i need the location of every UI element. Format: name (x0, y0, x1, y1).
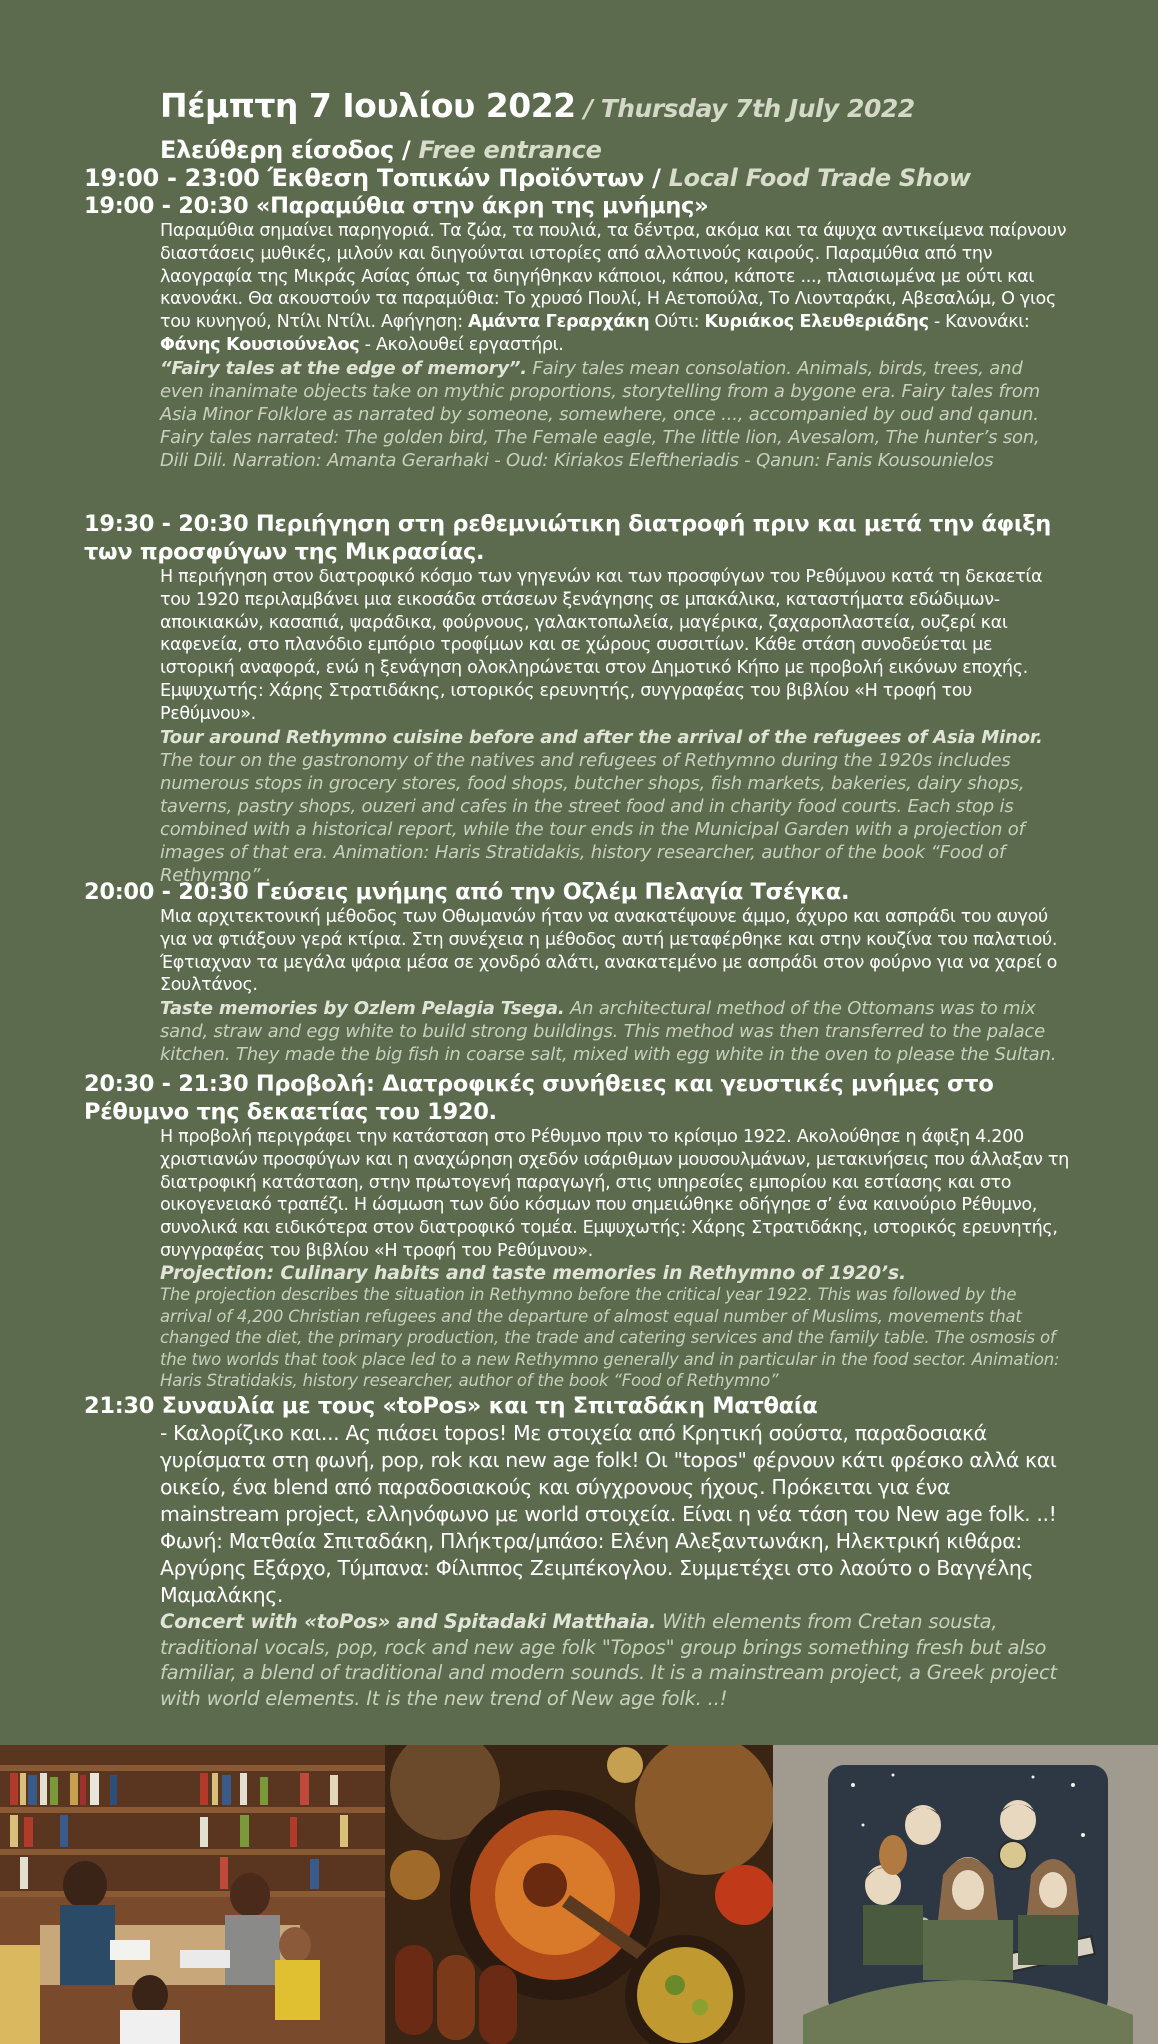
photo-strip (0, 1745, 1158, 2044)
event-greek-text (160, 1420, 1070, 1609)
text-run: The projection describes the situation in Rethymno before the critical year 1922. This was followed by the arrival of 4,200 Christian refugees and the departure of almost equal number of Muslims, movements that changed the diet, the primary production, the trade and catering services and the family table. The osmosis of the two worlds that took place led to a new Rethymno generally and in particular in the food sector. Animation: Haris Stratidakis, history researcher, author of the book “Food of Rethymno” (160, 1285, 1060, 1391)
text-run: Fairy tales mean consolation. Animals, birds, trees, and even inanimate objects take on mythic proportions, storytelling from a bygone era. Fairy tales from Asia Minor Folklore as narrated by someone, somewhere, once ..., accompanied by oud and qanun. Fairy tales narrated: The golden bird, The Female eagle, The little lion, Avesalom, The hunter’s son, Dili Dili. Narration: Amanta Gerarhaki - Oud: Kiriakos Eleftheriadis - Qanun: Fanis Kousounielos (160, 357, 1040, 471)
event-heading (84, 878, 1074, 906)
text-run: - Κανονάκι: (928, 312, 1030, 333)
event-english-text (160, 997, 1070, 1066)
title-greek: Πέμπτη 7 Ιουλίου 2022 (160, 86, 576, 125)
trade-show-line (84, 164, 971, 192)
event-description (160, 1126, 1070, 1392)
food-photo-illustration (385, 1745, 773, 2044)
free-entrance-separator: / (393, 136, 419, 164)
event-title: «Παραμύθια στην άκρη της μνήμης» (255, 193, 709, 219)
text-run: - Καλορίζικο και... Ας πιάσει topos! Με στοιχεία από Κρητική σούστα, παραδοσιακά γυρίσματα στη φωνή, pop, rok και new age folk! Οι "topos" φέρνουν κάτι φρέσκο αλλά και οικείο, ένα blend από παραδοσιακούς και σύγχρονους ήχους. Πρόκειται για ένα mainstream project, ελληνόφωνο με world στοιχεία. Είναι η νέα τάση του New age folk. ..! Φωνή: Ματθαία Σπιταδάκη, Πλήκτρα/μπάσο: Ελένη Αλεξαντωνάκη, Ηλεκτρική κιθάρα: Αργύρης Εξάρχο, Τύμπανα: Φίλιππος Ζειμπέκογλου. Συμμετέχει στο λαούτο ο Βαγγέλης Μαμαλάκης. (160, 1421, 1057, 1607)
cretan-food-photo (385, 1745, 773, 2044)
text-run: An architectural method of the Ottomans was to mix sand, straw and egg white to build strong buildings. This method was then transferred to the palace kitchen. They made the big fish in coarse salt, mixed with egg white in the oven to please the Sultan. (160, 998, 1057, 1066)
text-run: Παραμύθια σημαίνει παρηγοριά. Τα ζώα, τα πουλιά, τα δέντρα, ακόμα και τα άψυχα αντικείμενα παίρνουν διαστάσεις μυθικές, μιλούν και διηγούνται ιστορίες από αλλοτινούς καιρούς. Παραμύθια από την λαογραφία της Μικράς Ασίας όπως τα διηγήθηκαν κάποιοι, κάπου, κάποτε ..., πλαισιωμένα με ούτι και κανονάκι. Θα ακουστούν τα παραμύθια: Το χρυσό Πουλί, Η Αετοπούλα, Το Λιονταράκι, Αβεσαλώμ, Ο γιος του κυνηγού, Ντίλι Ντίλι. Αφήγηση: (160, 221, 1067, 333)
narrator-name: Αμάντα Γεραρχάκη (468, 312, 650, 333)
library-photo-illustration (0, 1745, 385, 2044)
event-heading (84, 1070, 1074, 1126)
event-title: Συναυλία με τους «toPos» και τη Σπιταδάκη Ματθαία (161, 1393, 818, 1419)
page-title (160, 86, 915, 125)
text-run: Ούτι: (649, 312, 705, 333)
free-entrance-english: Free entrance (418, 136, 602, 164)
library-children-photo (0, 1745, 385, 2044)
title-english: Thursday 7th July 2022 (600, 94, 915, 123)
event-greek-text (160, 220, 1070, 357)
event-english-title: Projection: Culinary habits and taste memories in Rethymno of 1920’s. (160, 1261, 907, 1284)
event-greek-text (160, 906, 1070, 997)
event-description (160, 220, 1070, 472)
title-separator: / (575, 94, 601, 123)
event-time: 19:00 - 20:30 (84, 193, 249, 219)
event-heading (84, 192, 1074, 220)
trade-show-greek: Έκθεση Τοπικών Προϊόντων (267, 164, 645, 192)
event-english-title: “Fairy tales at the edge of memory”. (160, 357, 527, 379)
text-run: With elements from Cretan sousta, traditional vocals, pop, rock and new age folk "Topos" group brings something fresh but also familiar, a blend of traditional and modern sounds. It is a mainstream project, a Greek project with world elements. It is the new trend of New age folk. ..! (160, 1610, 1057, 1710)
event-english-text (160, 1609, 1070, 1711)
event-english-text (160, 357, 1070, 472)
oud-player-name: Κυριάκος Ελευθεριάδης (704, 312, 929, 333)
event-title: Γεύσεις μνήμης από την Οζλέμ Πελαγία Τσέγκα. (255, 879, 850, 905)
event-english-title: Tour around Rethymno cuisine before and after the arrival of the refugees of Asia Minor. (160, 726, 1043, 748)
qanun-player-name: Φάνης Κουσιούνελος (160, 334, 360, 355)
event-greek-text (160, 1126, 1070, 1263)
text-run: - Ακολουθεί εργαστήρι. (359, 334, 564, 355)
event-heading (84, 510, 1074, 566)
band-illustration (773, 1745, 1158, 2044)
text-run: Η προβολή περιγράφει την κατάσταση στο Ρέθυμνο πριν το κρίσιμο 1922. Ακολούθησε η άφιξη 4.200 χριστιανών προσφύγων και η αναχώρηση σχεδόν ισάριθμων μουσουλμάνων, μετακινήσεις που άλλαξαν τη διατροφική κατάσταση, στην πρωτογενή παραγωγή, στις υπηρεσίες εμπορίου και εστίασης και στο οικογενειακό τραπέζι. Η ώσμωση των δύο κόσμων που σημειώθηκε οδήγησε σ’ ένα καινούριο Ρέθυμνο, συνολικά και ειδικότερα στον διατροφικό τομέα. Εμψυχωτής: Χάρης Στρατιδάκης, ιστορικός ερευνητής, συγγραφέας του βιβλίου «Η τροφή του Ρεθύμνου». (160, 1127, 1069, 1261)
text-run: Η περιήγηση στον διατροφικό κόσμο των γηγενών και των προσφύγων του Ρεθύμνου κατά τη δεκαετία του 1920 περιλαμβάνει μια εικοσάδα στάσεων ξενάγησης σε μπακάλικα, καταστήματα εδώδιμων-αποικιακών, κασαπιά, ψαράδικα, φούρνους, γαλακτοπωλεία, μαγέρικα, ζαχαροπλαστεία, ουζερί και καφενεία, στο πλανόδιο εμπόριο τροφίμων και σε χώρους συσσιτίων. Κάθε στάση συνοδεύεται με ιστορική αναφορά, ενώ η ξενάγηση ολοκληρώνεται στον Δημοτικό Κήπο με προβολή εικόνων εποχής. Εμψυχωτής: Χάρης Στρατιδάκης, ιστορικός ερευνητής, συγγραφέας του βιβλίου «Η τροφή του Ρεθύμνου». (160, 567, 1043, 724)
band-drawing (773, 1745, 1158, 2044)
event-greek-text (160, 566, 1070, 726)
event-english-text (160, 1263, 1070, 1392)
text-run: Μια αρχιτεκτονική μέθοδος των Οθωμανών ήταν να ανακατέψουνε άμμο, άχυρο και ασπράδι του αυγού για να φτιάξουν γερά κτίρια. Στη συνέχεια η μέθοδος αυτή μεταφέρθηκε και στην κουζίνα του παλατιού. Έφτιαχναν τα μεγάλα ψάρια μέσα σε χονδρό αλάτι, ανακατεμένο με ασπράδι στον φούρνο για να χαρεί ο Σουλτάνος. (160, 907, 1058, 996)
trade-show-time: 19:00 - 23:00 (84, 164, 260, 192)
event-heading (84, 1392, 1074, 1420)
event-description (160, 906, 1070, 1066)
trade-show-english: Local Food Trade Show (668, 164, 971, 192)
event-english-title: Taste memories by Ozlem Pelagia Tsega. (160, 998, 565, 1020)
event-description (160, 1420, 1070, 1711)
event-title: Περιήγηση στη ρεθεμνιώτικη διατροφή πριν και μετά την άφιξη των προσφύγων της Μικρασίας. (84, 511, 1052, 565)
text-run: The tour on the gastronomy of the natives and refugees of Rethymno during the 1920s includes numerous stops in grocery stores, food shops, butcher shops, fish markets, bakeries, dairy shops, taverns, pastry shops, ouzeri and cafes in the street food and in charity food courts. Each stop is combined with a historical report, while the tour ends in the Municipal Garden with a projection of images of that era. Animation: Haris Stratidakis, history researcher, author of the book “Food of Rethymno” . (160, 749, 1025, 886)
free-entrance-greek: Ελεύθερη είσοδος (160, 136, 394, 164)
event-title: Προβολή: Διατροφικές συνήθειες και γευστικές μνήμες στο Ρέθυμνο της δεκαετίας του 1920. (84, 1071, 994, 1125)
event-time: 21:30 (84, 1393, 155, 1419)
event-english-text (160, 726, 1070, 887)
event-time: 20:30 - 21:30 (84, 1071, 249, 1097)
event-time: 20:00 - 20:30 (84, 879, 249, 905)
trade-show-separator: / (644, 164, 669, 192)
free-entrance (160, 136, 602, 164)
event-english-title: Concert with «toPos» and Spitadaki Matthaia. (160, 1610, 657, 1633)
event-description (160, 566, 1070, 887)
event-time: 19:30 - 20:30 (84, 511, 249, 537)
